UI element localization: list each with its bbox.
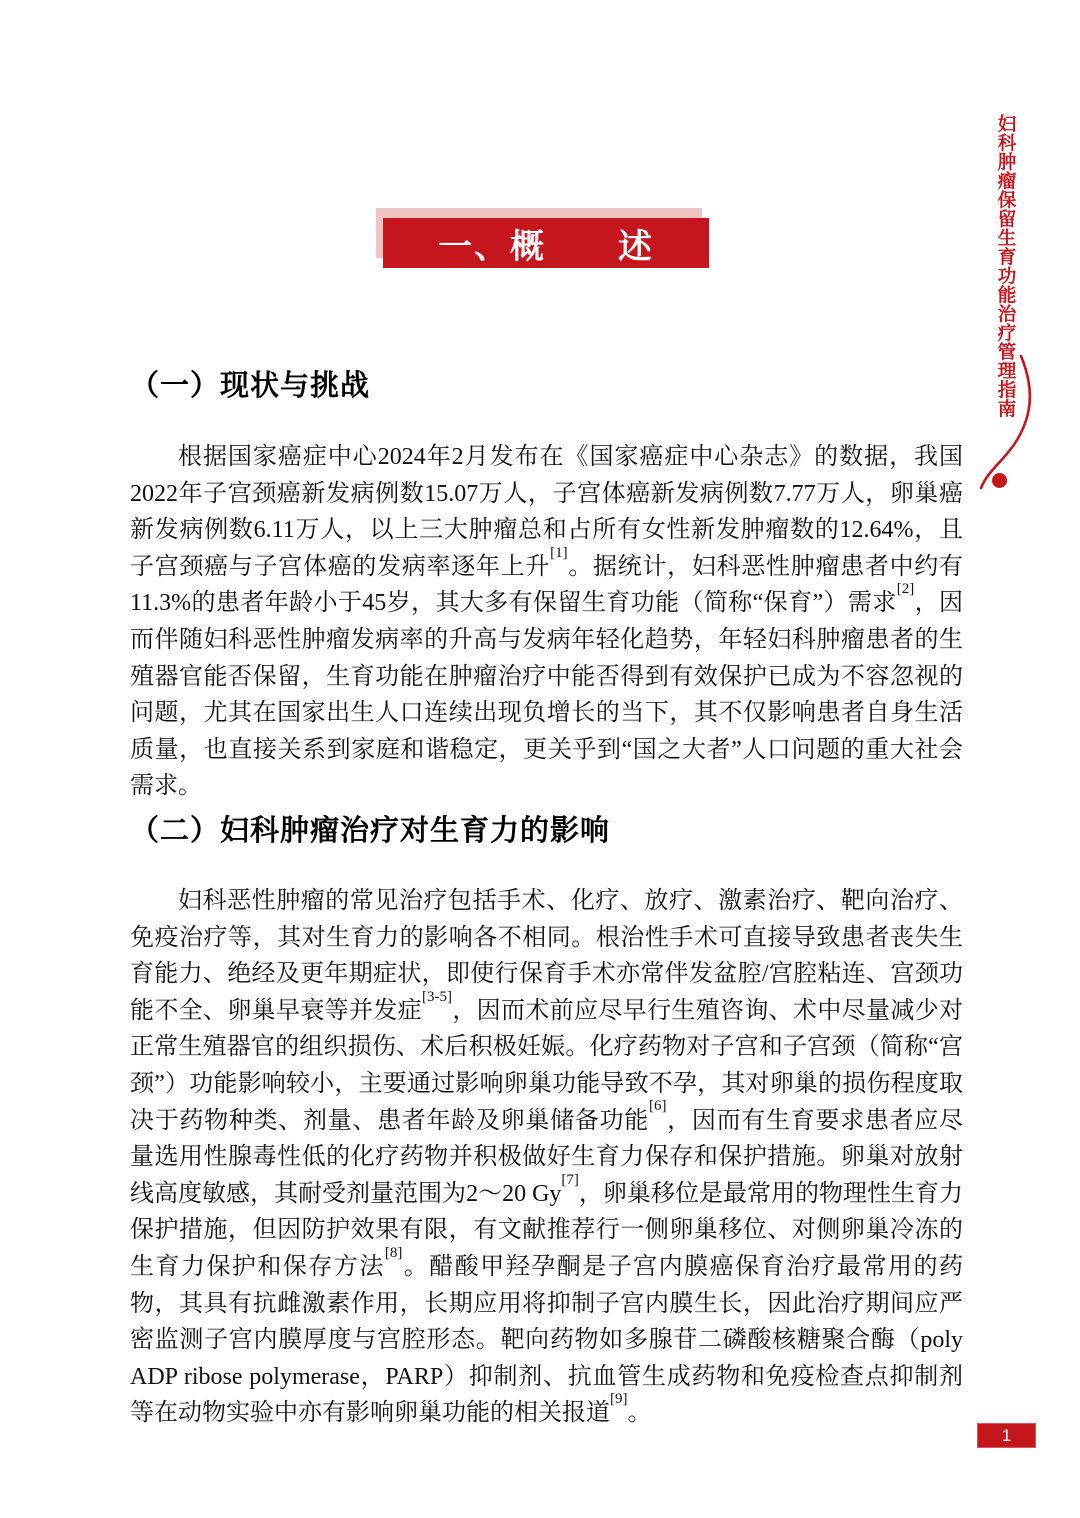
section-heading-treatment-fertility-impact: （二）妇科肿瘤治疗对生育力的影响	[130, 815, 611, 847]
reference-marker: [9]	[610, 1391, 628, 1408]
page-number: 1	[1001, 1425, 1012, 1445]
reference-marker: [3-5]	[422, 988, 452, 1005]
paragraph-treatment-fertility-impact: 妇科恶性肿瘤的常见治疗包括手术、化疗、放疗、激素治疗、靶向治疗、免疫治疗等，其对生育力的影响各不相同。根治性手术可直接导致患者丧失生育能力、绝经及更年期症状，即使行保育手术亦常伴发盆腔/宫腔粘连、宫颈功能不全、卵巢早衰等并发症[3-5]，因而术前应尽早行生殖咨询、术中尽量减少对正常生殖器官的组织损伤、术后积极妊娠。化疗药物对子宫和子宫颈（简称“宫颈”）功能影响较小，主要通过影响卵巢功能导致不孕，其对卵巢的损伤程度取决于药物种类、剂量、患者年龄及卵巢储备功能[6]，因而有生育要求患者应尽量选用性腺毒性低的化疗药物并积极做好生育力保存和保护措施。卵巢对放射线高度敏感，其耐受剂量范围为2～20 Gy[7]，卵巢移位是最常用的物理性生育力保护措施，但因防护效果有限，有文献推荐行一侧卵巢移位、对侧卵巢冷冻的生育力保护和保存方法[8]。醋酸甲羟孕酮是子宫内膜癌保育治疗最常用的药物，其具有抗雌激素作用，长期应用将抑制子宫内膜生长，因此治疗期间应严密监测子宫内膜厚度与宫腔形态。靶向药物如多腺苷二磷酸核糖聚合酶（poly ADP ribose polymerase，PARP）抑制剂、抗血管生成药物和免疫检查点抑制剂等在动物实验中亦有影响卵巢功能的相关报道[9]。	[130, 888, 963, 1427]
page-number-badge	[977, 1423, 1036, 1448]
reference-marker: [2]	[896, 581, 915, 598]
reference-marker: [7]	[561, 1171, 579, 1188]
flourish-curve	[975, 348, 1039, 498]
chapter-title-banner	[383, 218, 709, 268]
flourish-dot	[992, 473, 1007, 488]
reference-marker: [6]	[648, 1098, 667, 1115]
paragraph-status-challenges: 根据国家癌症中心2024年2月发布在《国家癌症中心杂志》的数据，我国2022年子宫颈癌新发病例数15.07万人，子宫体癌新发病例数7.77万人，卵巢癌新发病例数6.11万人，以上三大肿瘤总和占所有女性新发肿瘤数的12.64%，且子宫颈癌与子宫体癌的发病率逐年上升[1]。据统计，妇科恶性肿瘤患者中约有11.3%的患者年龄小于45岁，其大多有保留生育功能（简称“保育”）需求[2]，因而伴随妇科恶性肿瘤发病率的升高与发病年轻化趋势，年轻妇科肿瘤患者的生殖器官能否保留，生育功能在肿瘤治疗中能否得到有效保护已成为不容忽视的问题，尤其在国家出生人口连续出现负增长的当下，其不仅影响患者自身生活质量，也直接关系到家庭和谐稳定，更关乎到“国之大者”人口问题的重大社会需求。	[130, 444, 964, 800]
reference-marker: [8]	[384, 1244, 403, 1261]
section-heading-status-challenges: （一）现状与挑战	[130, 370, 371, 402]
margin-vertical-title: 妇科肿瘤保留生育功能治疗管理指南	[995, 114, 1015, 418]
reference-marker: [1]	[550, 544, 568, 561]
chapter-title: 一、概 述	[438, 228, 654, 266]
